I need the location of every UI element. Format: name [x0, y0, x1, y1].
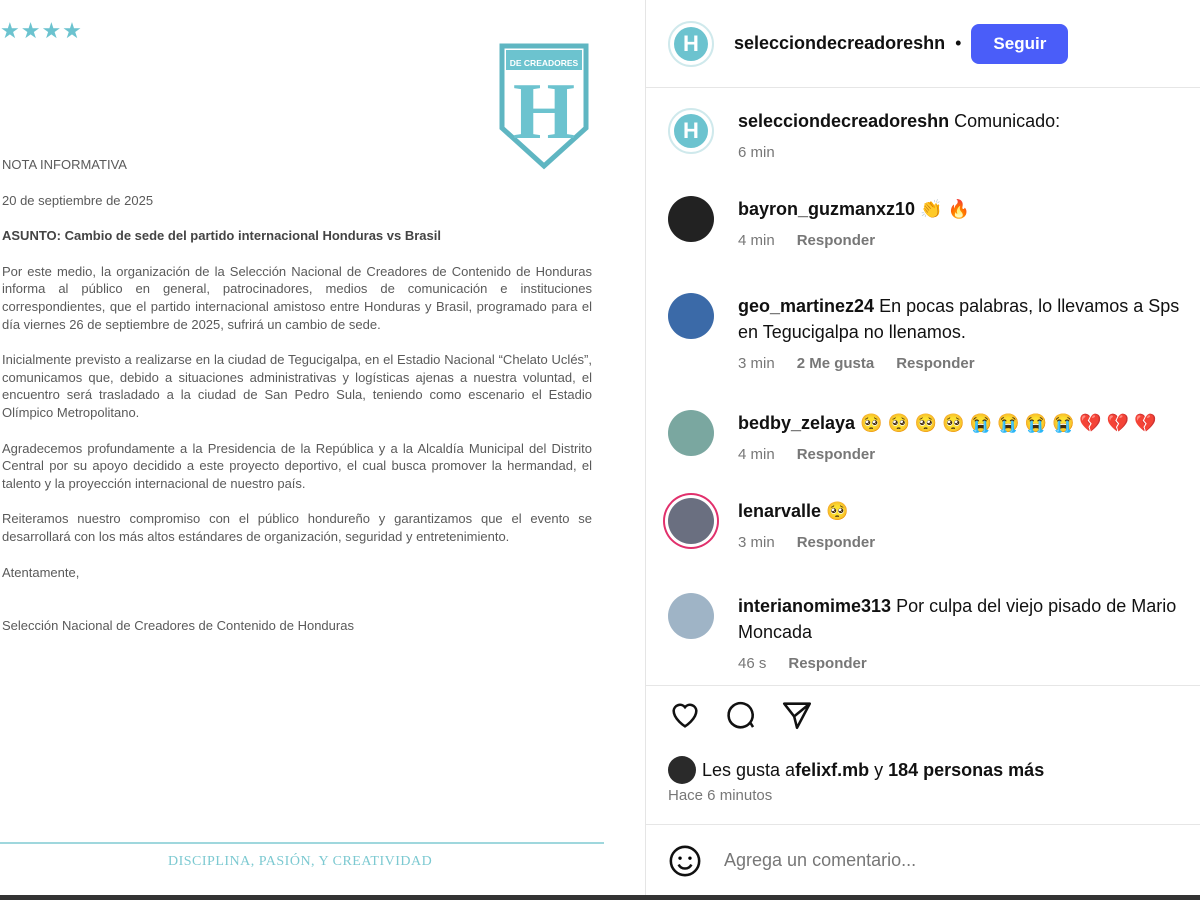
emoji-icon[interactable]	[668, 844, 702, 878]
likes-summary	[668, 756, 1044, 784]
shield-text: DE CREADORES	[509, 58, 579, 68]
comment-text: Por culpa del viejo pisado de Mario	[896, 596, 1177, 616]
likes-count[interactable]: 184 personas más	[888, 759, 1045, 780]
comment-text: 🥺	[826, 501, 849, 521]
stars-decoration: ★★★★	[0, 18, 83, 43]
comment-likes[interactable]: 2 Me gusta	[796, 355, 875, 372]
reply-button[interactable]: Responder	[788, 655, 867, 672]
comment-icon[interactable]	[724, 698, 758, 732]
shield-letter: H	[512, 68, 576, 156]
doc-motto: DISCIPLINA, PASIÓN, Y CREATIVIDAD	[168, 854, 433, 869]
follow-button[interactable]: Seguir	[971, 24, 1068, 64]
separator-dot: •	[955, 33, 962, 53]
share-icon[interactable]	[780, 698, 814, 732]
comment-item	[668, 410, 1200, 468]
post-panel	[645, 0, 1200, 895]
comment-item	[668, 593, 1200, 677]
comment-text: En pocas palabras, lo llevamos a Sps	[879, 296, 1180, 316]
doc-paragraph: Reiteramos nuestro compromiso con el público hondureño y garantizamos que el evento se desarrollará con los más altos estándares de organización, seguridad y entretenimiento.	[2, 511, 592, 544]
commenter-avatar[interactable]	[668, 498, 714, 544]
caption-time: 6 min	[738, 144, 775, 161]
shield-logo	[498, 42, 590, 170]
reply-button[interactable]: Responder	[896, 355, 975, 372]
comment-user[interactable]: geo_martinez24	[738, 296, 875, 316]
liker-user[interactable]: felixf.mb	[795, 759, 870, 780]
add-comment-bar	[646, 826, 1200, 895]
commenter-avatar[interactable]	[668, 196, 714, 242]
taskbar-strip	[0, 895, 1200, 900]
doc-closing: Atentamente,	[2, 564, 80, 580]
doc-paragraph: Por este medio, la organización de la Selección Nacional de Creadores de Contenido de Honduras informa al público en general, patrocinadores, medios de comunicación e instituciones correspondientes, que el partido internacional amistoso entre Honduras y Brasil, programado para el día viernes 26 de septiembre de 2025, sufrirá un cambio de sede.	[2, 263, 592, 332]
liker-avatar	[668, 756, 696, 784]
reply-button[interactable]: Responder	[796, 534, 876, 551]
likes-prefix: Les gusta a	[702, 759, 796, 780]
comment-item	[668, 196, 1200, 254]
likes-middle: y	[869, 759, 889, 780]
comment-time: 4 min	[738, 232, 775, 249]
comment-item	[668, 293, 1200, 377]
comments-list[interactable]	[646, 88, 1200, 685]
commenter-avatar[interactable]	[668, 293, 714, 339]
post-time: Hace 6 minutos	[668, 787, 773, 804]
doc-title: NOTA INFORMATIVA	[2, 157, 127, 172]
comment-time: 4 min	[738, 446, 775, 463]
comment-text-cont: Moncada	[738, 622, 813, 642]
doc-signature: Selección Nacional de Creadores de Contenido de Honduras	[2, 618, 354, 634]
caption	[668, 108, 1200, 166]
doc-date: 20 de septiembre de 2025	[2, 192, 154, 208]
caption-text: Comunicado:	[954, 111, 1061, 131]
caption-user[interactable]: selecciondecreadoreshn	[738, 111, 950, 131]
comment-text-cont: en Tegucigalpa no llenamos.	[738, 322, 966, 342]
comment-user[interactable]: lenarvalle	[738, 501, 822, 521]
account-avatar[interactable]: H	[668, 108, 714, 154]
comment-time: 3 min	[738, 355, 775, 372]
reply-button[interactable]: Responder	[796, 232, 876, 249]
comment-text: 🥺 🥺 🥺 🥺 😭 😭 😭 😭 💔 💔 💔	[860, 413, 1157, 433]
commenter-avatar[interactable]	[668, 593, 714, 639]
comment-time: 3 min	[738, 534, 775, 551]
comment-user[interactable]: bedby_zelaya	[738, 413, 856, 433]
heart-icon[interactable]	[668, 698, 702, 732]
commenter-avatar[interactable]	[668, 410, 714, 456]
doc-paragraph: Agradecemos profundamente a la Presidencia de la República y a la Alcaldía Municipal del Distrito Central por su apoyo decidido a este proyecto deportivo, el cual busca promover la hermandad, el talento y la proyección internacional de nuestro país.	[2, 440, 592, 491]
comment-time: 46 s	[738, 655, 767, 672]
footer-divider	[0, 842, 604, 844]
doc-subject: ASUNTO: Cambio de sede del partido internacional Honduras vs Brasil	[2, 228, 441, 244]
account-username[interactable]: selecciondecreadoreshn	[734, 33, 946, 53]
reply-button[interactable]: Responder	[796, 446, 876, 463]
comment-input[interactable]	[724, 850, 1144, 871]
comment-item	[668, 498, 1200, 556]
comment-user[interactable]: bayron_guzmanxz10	[738, 199, 916, 219]
post-header	[646, 0, 1200, 88]
action-bar	[646, 685, 1200, 825]
comment-user[interactable]: interianomime313	[738, 596, 892, 616]
doc-paragraph: Inicialmente previsto a realizarse en la ciudad de Tegucigalpa, en el Estadio Nacional “Chelato Uclés”, comunicamos que, debido a situaciones administrativas y logísticas ajenas a nuestra voluntad, el encuentro será trasladado a la ciudad de San Pedro Sula, teniendo como escenario el Estadio Olímpico Metropolitano.	[2, 352, 592, 420]
comment-text: 👏 🔥	[920, 199, 970, 219]
account-avatar[interactable]: H	[668, 21, 714, 67]
